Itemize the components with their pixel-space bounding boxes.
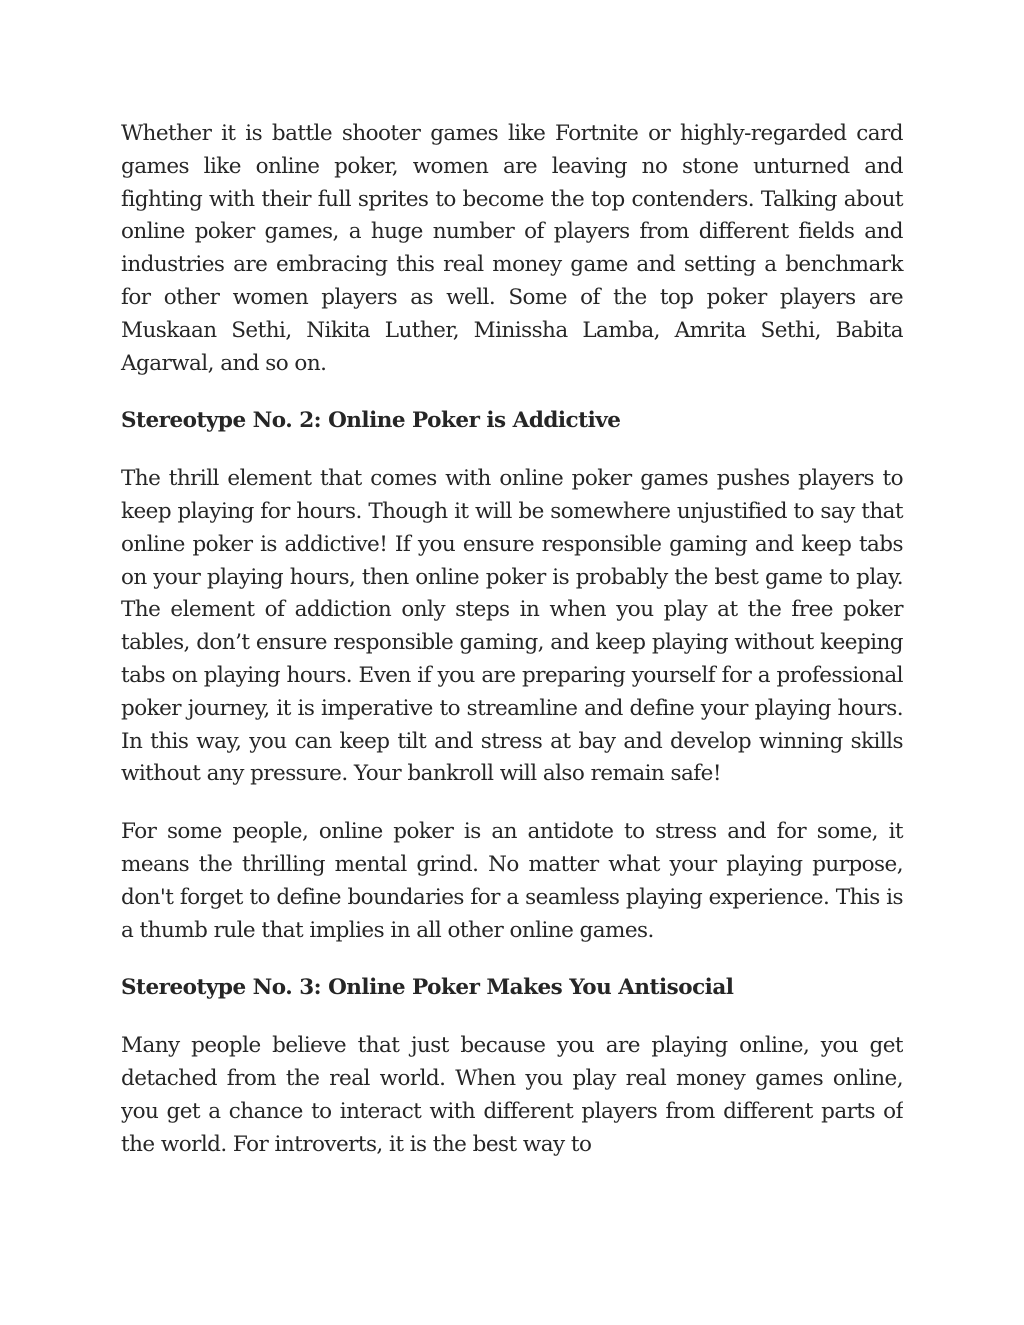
- heading-stereotype-2: Stereotype No. 2: Online Poker is Addictive: [121, 408, 621, 434]
- paragraph-boundaries: For some people, online poker is an antidote to stress and for some, it means the thrilling mental grind. No matter what your playing purpose, don't forget to define boundaries for a seamless playing experience. This is a thumb rule that implies in all other online games.: [121, 819, 903, 943]
- paragraph-antisocial: Many people believe that just because you are playing online, you get detached from the real world. When you play real money games online, you get a chance to interact with different players from different parts of the world. For introverts, it is the best way to: [121, 1033, 903, 1157]
- heading-stereotype-3: Stereotype No. 3: Online Poker Makes You Antisocial: [121, 975, 734, 1001]
- document-page: [121, 118, 903, 1161]
- paragraph-women-players: Whether it is battle shooter games like Fortnite or highly-regarded card games like online poker, women are leaving no stone unturned and fighting with their full sprites to become the top contenders. Talking about online poker games, a huge number of players from different fields and industries are embracing this real money game and setting a benchmark for other women players as well. Some of the top poker players are Muskaan Sethi, Nikita Luther, Minissha Lamba, Amrita Sethi, Babita Agarwal, and so on.: [121, 121, 903, 376]
- paragraph-addiction: The thrill element that comes with online poker games pushes players to keep playing for hours. Though it will be somewhere unjustified to say that online poker is addictive! If you ensure responsible gaming and keep tabs on your playing hours, then online poker is probably the best game to play. The element of addiction only steps in when you play at the free poker tables, don’t ensure responsible gaming, and keep playing without keeping tabs on playing hours. Even if you are preparing yourself for a professional poker journey, it is imperative to streamline and define your playing hours. In this way, you can keep tilt and stress at bay and develop winning skills without any pressure. Your bankroll will also remain safe!: [121, 466, 903, 787]
